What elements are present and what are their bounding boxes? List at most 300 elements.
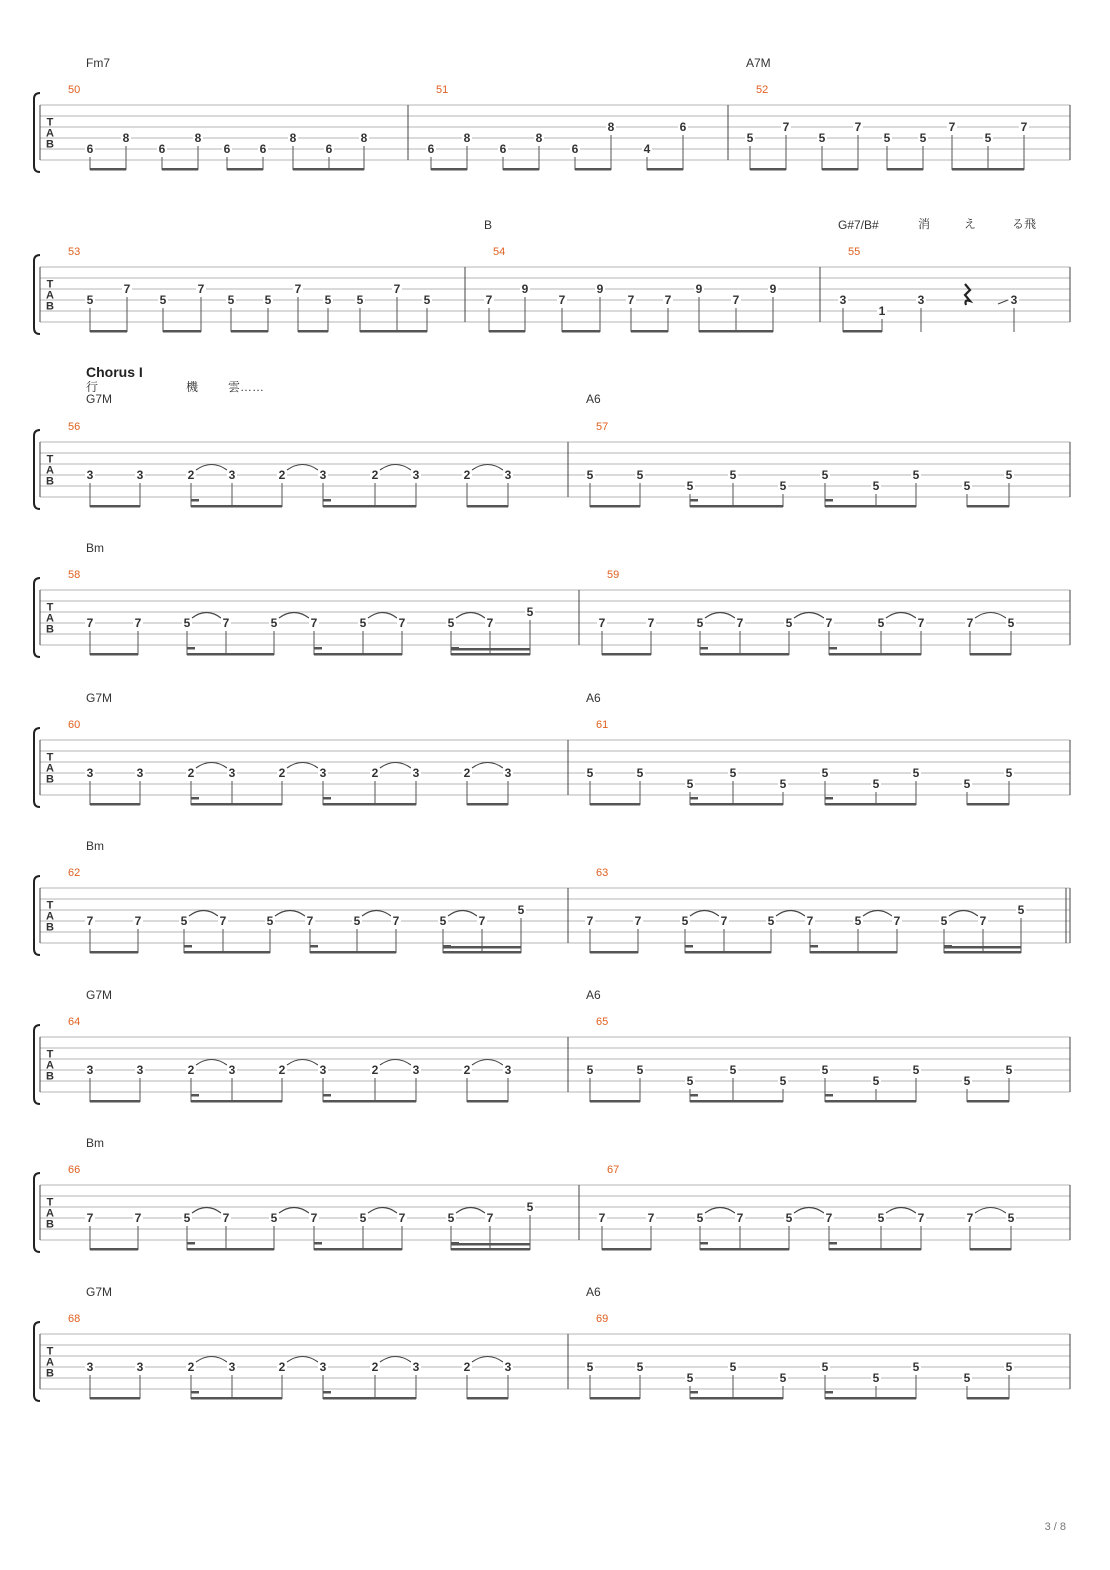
tab-note: 5 — [729, 1360, 737, 1374]
tab-note: 3 — [86, 766, 94, 780]
tab-note: 7 — [306, 914, 314, 928]
tab-clef-b: B — [46, 623, 54, 636]
tab-note: 9 — [521, 282, 529, 296]
tab-note: 5 — [586, 766, 594, 780]
tab-note: 2 — [463, 766, 471, 780]
chord-label: Bm — [86, 839, 104, 853]
beam-flag — [685, 945, 693, 948]
tab-note: 5 — [779, 1371, 787, 1385]
tab-note: 3 — [86, 1063, 94, 1077]
tie-arc — [794, 613, 824, 619]
tie-arc — [196, 763, 227, 769]
beam-flag — [191, 1391, 199, 1394]
tab-note: 5 — [696, 1211, 704, 1225]
beam — [431, 168, 467, 171]
beam-16th — [443, 946, 521, 949]
tab-note: 5 — [439, 914, 447, 928]
tab-note: 7 — [647, 1211, 655, 1225]
tab-note: 5 — [963, 777, 971, 791]
chord-label: A7M — [746, 56, 771, 70]
tie-arc — [886, 1208, 916, 1214]
beam-flag — [829, 1242, 837, 1245]
beam — [184, 951, 270, 954]
measure-number: 65 — [596, 1016, 609, 1028]
tie-arc — [287, 465, 318, 471]
tab-note: 5 — [517, 903, 525, 917]
beam — [231, 330, 268, 333]
tab-note: 7 — [966, 1211, 974, 1225]
beam-flag — [825, 1391, 833, 1394]
tab-note: 5 — [183, 1211, 191, 1225]
tab-note: 3 — [504, 1063, 512, 1077]
tab-clef-b: B — [46, 475, 54, 488]
beam — [970, 653, 1011, 656]
tab-note: 7 — [979, 914, 987, 928]
lyric-syllable: 雲…… — [228, 380, 265, 394]
tab-note: 7 — [736, 1211, 744, 1225]
system-bracket — [34, 255, 40, 334]
tab-clef-a: A — [46, 1207, 54, 1220]
tab-note: 5 — [729, 766, 737, 780]
beam — [467, 1100, 508, 1103]
beam — [323, 1397, 416, 1400]
beam — [887, 168, 923, 171]
beam — [323, 803, 416, 806]
tab-note: 5 — [854, 914, 862, 928]
tie-arc — [275, 911, 305, 917]
tie-arc — [368, 1208, 397, 1214]
tab-note: 5 — [356, 293, 364, 307]
beam — [191, 1100, 282, 1103]
tab-note: 2 — [187, 766, 195, 780]
tab-clef-t: T — [46, 601, 54, 614]
tab-system — [34, 56, 1070, 172]
tie-arc — [380, 763, 411, 769]
tab-clef-b: B — [46, 138, 54, 151]
tab-note: 3 — [412, 766, 420, 780]
beam — [700, 653, 789, 656]
beam — [90, 1100, 140, 1103]
tab-note: 5 — [877, 616, 885, 630]
tab-note: 6 — [259, 142, 267, 156]
beam-flag — [690, 797, 698, 800]
tab-note: 7 — [398, 1211, 406, 1225]
tab-note: 5 — [821, 766, 829, 780]
tab-note: 8 — [535, 131, 543, 145]
tab-note: 3 — [228, 1360, 236, 1374]
lyric-syllable: え — [964, 217, 977, 231]
tab-note: 5 — [984, 131, 992, 145]
tab-note: 2 — [371, 1360, 379, 1374]
tab-note: 2 — [463, 1360, 471, 1374]
beam — [310, 951, 396, 954]
tab-note: 5 — [264, 293, 272, 307]
tab-note: 3 — [917, 293, 925, 307]
beam — [700, 1248, 789, 1251]
beam — [590, 803, 640, 806]
tie-arc — [690, 911, 719, 917]
tie-arc — [886, 613, 916, 619]
tie-arc — [472, 763, 503, 769]
tab-note: 2 — [371, 766, 379, 780]
tab-clef-t: T — [46, 453, 54, 466]
beam — [90, 330, 127, 333]
measure-number: 62 — [68, 867, 81, 879]
tab-note: 7 — [664, 293, 672, 307]
tab-note: 7 — [123, 282, 131, 296]
beam — [944, 951, 1021, 954]
tab-note: 5 — [636, 468, 644, 482]
system-bracket — [34, 1173, 40, 1252]
tab-note: 5 — [1005, 1360, 1013, 1374]
beam — [829, 1248, 921, 1251]
beam-flag — [323, 1391, 331, 1394]
chord-label: Bm — [86, 541, 104, 555]
tab-note: 5 — [586, 1360, 594, 1374]
tab-note: 5 — [526, 1200, 534, 1214]
tab-note: 6 — [679, 120, 687, 134]
tab-note: 5 — [779, 1074, 787, 1088]
beam — [90, 803, 140, 806]
tab-note: 3 — [136, 1063, 144, 1077]
measure-number: 52 — [756, 84, 769, 96]
beam-flag — [690, 1094, 698, 1097]
tab-note: 2 — [187, 1360, 195, 1374]
tie-arc — [287, 1357, 318, 1363]
tab-note: 5 — [963, 479, 971, 493]
tie-arc — [794, 1208, 824, 1214]
tab-note: 3 — [504, 468, 512, 482]
tab-note: 6 — [223, 142, 231, 156]
chord-label: A6 — [586, 691, 601, 705]
tie-arc — [472, 1060, 503, 1066]
tab-note: 3 — [319, 1063, 327, 1077]
tab-note: 6 — [158, 142, 166, 156]
tab-note: 5 — [270, 1211, 278, 1225]
beam — [590, 505, 640, 508]
tab-system — [34, 988, 1070, 1104]
beam — [451, 1248, 530, 1251]
tab-note: 3 — [839, 293, 847, 307]
beam-flag — [187, 1242, 195, 1245]
tab-note: 6 — [325, 142, 333, 156]
tie-arc — [472, 1357, 503, 1363]
measure-number: 56 — [68, 421, 81, 433]
tab-note: 3 — [412, 468, 420, 482]
chord-label: G7M — [86, 691, 113, 705]
tab-note: 5 — [940, 914, 948, 928]
tab-note: 7 — [310, 616, 318, 630]
chord-label: B — [484, 218, 493, 232]
tab-note: 9 — [596, 282, 604, 296]
tab-note: 3 — [504, 766, 512, 780]
tab-note: 3 — [1010, 293, 1018, 307]
tab-note: 7 — [598, 616, 606, 630]
beam — [690, 505, 783, 508]
tab-note: 5 — [779, 777, 787, 791]
page-number: 3 / 8 — [1044, 1521, 1066, 1533]
tab-note: 3 — [504, 1360, 512, 1374]
measure-number: 55 — [848, 246, 861, 258]
tab-note: 2 — [187, 1063, 195, 1077]
tab-note: 5 — [963, 1371, 971, 1385]
measure-number: 50 — [68, 84, 81, 96]
tab-note: 7 — [732, 293, 740, 307]
tab-system — [34, 541, 1070, 657]
beam — [843, 330, 882, 333]
tie-arc — [975, 613, 1006, 619]
tab-note: 5 — [1005, 1063, 1013, 1077]
tab-note: 2 — [371, 468, 379, 482]
tab-clef-t: T — [46, 1196, 54, 1209]
beam-flag — [191, 1094, 199, 1097]
lyric-syllable: る飛 — [1012, 217, 1037, 231]
tab-note: 7 — [222, 1211, 230, 1225]
beam-flag — [184, 945, 192, 948]
chord-label: A6 — [586, 988, 601, 1002]
beam-16th — [451, 1243, 530, 1246]
beam — [967, 505, 1009, 508]
beam — [191, 1397, 282, 1400]
beam — [298, 330, 328, 333]
tab-clef-a: A — [46, 910, 54, 923]
tab-note: 7 — [948, 120, 956, 134]
tab-note: 5 — [183, 616, 191, 630]
lyric-syllable: 機 — [186, 380, 199, 394]
system-bracket — [34, 430, 40, 509]
beam — [967, 803, 1009, 806]
tab-note: 7 — [134, 616, 142, 630]
beam-flag — [700, 647, 708, 650]
tie-arc — [863, 911, 892, 917]
tie-arc — [456, 1208, 485, 1214]
beam — [187, 1248, 274, 1251]
tie-arc — [196, 1357, 227, 1363]
beam — [825, 1397, 916, 1400]
beam — [825, 803, 916, 806]
beam — [191, 803, 282, 806]
tab-note: 6 — [427, 142, 435, 156]
beam-flag — [825, 1094, 833, 1097]
tab-note: 7 — [219, 914, 227, 928]
tab-note: 5 — [785, 1211, 793, 1225]
tab-note: 7 — [134, 914, 142, 928]
tab-clef-t: T — [46, 751, 54, 764]
beam-flag — [323, 499, 331, 502]
tab-note: 7 — [558, 293, 566, 307]
tab-note: 5 — [1005, 468, 1013, 482]
tab-system — [34, 1285, 1070, 1401]
measure-number: 68 — [68, 1313, 81, 1325]
beam — [750, 168, 786, 171]
tab-note: 7 — [627, 293, 635, 307]
tab-note: 3 — [319, 468, 327, 482]
beam-flag — [810, 945, 818, 948]
tab-note: 7 — [197, 282, 205, 296]
tab-note: 8 — [194, 131, 202, 145]
tab-clef-b: B — [46, 1367, 54, 1380]
tab-note: 3 — [319, 1360, 327, 1374]
beam-flag — [690, 1391, 698, 1394]
beam — [690, 1100, 783, 1103]
beam — [562, 330, 600, 333]
tab-note: 3 — [228, 468, 236, 482]
measure-number: 63 — [596, 867, 609, 879]
beam — [163, 330, 201, 333]
tab-note: 9 — [769, 282, 777, 296]
tab-note: 5 — [767, 914, 775, 928]
tab-note: 5 — [86, 293, 94, 307]
beam — [590, 951, 638, 954]
beam-flag — [310, 945, 318, 948]
beam-16th — [944, 946, 1021, 949]
tab-note: 5 — [266, 914, 274, 928]
beam-flag — [187, 647, 195, 650]
tab-note: 3 — [136, 766, 144, 780]
beam — [162, 168, 198, 171]
measure-number: 61 — [596, 719, 609, 731]
tab-system — [34, 691, 1070, 807]
beam-flag — [825, 499, 833, 502]
tab-note: 5 — [359, 1211, 367, 1225]
beam — [293, 168, 364, 171]
tie-arc — [705, 1208, 735, 1214]
tab-note: 7 — [736, 616, 744, 630]
beam — [590, 1100, 640, 1103]
chord-label: G7M — [86, 1285, 113, 1299]
tab-system — [34, 364, 1070, 509]
lyric-syllable: 行 — [86, 380, 99, 394]
tie-arc — [776, 911, 805, 917]
beam — [822, 168, 858, 171]
tab-note: 7 — [647, 616, 655, 630]
beam — [323, 1100, 416, 1103]
beam — [90, 1397, 140, 1400]
chord-label: A6 — [586, 392, 601, 406]
tab-note: 5 — [883, 131, 891, 145]
tie-arc — [196, 465, 227, 471]
tab-note: 2 — [187, 468, 195, 482]
tie-arc — [196, 1060, 227, 1066]
tab-note: 5 — [1005, 766, 1013, 780]
tab-note: 5 — [919, 131, 927, 145]
tab-note: 7 — [966, 616, 974, 630]
tab-note: 7 — [854, 120, 862, 134]
measure-number: 67 — [607, 1164, 620, 1176]
tab-note: 7 — [86, 914, 94, 928]
tab-note: 7 — [893, 914, 901, 928]
tab-note: 2 — [371, 1063, 379, 1077]
tab-note: 5 — [586, 468, 594, 482]
tab-note: 5 — [681, 914, 689, 928]
tab-note: 4 — [643, 142, 651, 156]
tab-note: 2 — [278, 468, 286, 482]
tab-note: 5 — [912, 1360, 920, 1374]
beam — [590, 1397, 640, 1400]
tab-note: 7 — [398, 616, 406, 630]
tie-arc — [287, 1060, 318, 1066]
beam — [825, 505, 916, 508]
chord-label: G#7/B# — [838, 218, 879, 232]
tab-note: 2 — [463, 1063, 471, 1077]
tab-note: 7 — [486, 1211, 494, 1225]
tab-note: 8 — [122, 131, 130, 145]
measure-number: 66 — [68, 1164, 81, 1176]
tab-clef-b: B — [46, 773, 54, 786]
tab-note: 5 — [912, 1063, 920, 1077]
tie-arc — [380, 1357, 411, 1363]
tab-note: 5 — [359, 616, 367, 630]
lyric-syllable: 消 — [918, 217, 931, 231]
quarter-rest-icon — [965, 284, 970, 305]
tab-note: 5 — [686, 1074, 694, 1088]
tab-note: 3 — [228, 1063, 236, 1077]
tab-note: 6 — [571, 142, 579, 156]
measure-number: 57 — [596, 421, 609, 433]
tab-clef-a: A — [46, 464, 54, 477]
tab-note: 1 — [878, 304, 886, 318]
tie-arc — [472, 465, 503, 471]
chord-label: G7M — [86, 392, 113, 406]
tie-arc — [380, 1060, 411, 1066]
tab-note: 7 — [586, 914, 594, 928]
beam-flag — [825, 797, 833, 800]
chord-label: G7M — [86, 988, 113, 1002]
system-bracket — [34, 1025, 40, 1104]
tab-note: 5 — [423, 293, 431, 307]
tab-note: 5 — [227, 293, 235, 307]
tab-note: 7 — [485, 293, 493, 307]
chord-label: Bm — [86, 1136, 104, 1150]
tab-clef-a: A — [46, 1059, 54, 1072]
tab-note: 3 — [319, 766, 327, 780]
beam-flag — [314, 647, 322, 650]
tab-clef-b: B — [46, 921, 54, 934]
tab-clef-t: T — [46, 1345, 54, 1358]
tab-clef-b: B — [46, 1070, 54, 1083]
beam — [602, 653, 651, 656]
tie-arc — [279, 1208, 309, 1214]
beam — [314, 653, 402, 656]
tab-note: 5 — [1007, 616, 1015, 630]
tie-arc — [279, 613, 309, 619]
beam — [503, 168, 539, 171]
tie-arc — [705, 613, 735, 619]
tab-note: 6 — [499, 142, 507, 156]
system-bracket — [34, 728, 40, 807]
tab-note: 7 — [825, 1211, 833, 1225]
beam — [323, 505, 416, 508]
beam — [360, 330, 427, 333]
tab-note: 5 — [872, 777, 880, 791]
tab-note: 5 — [785, 616, 793, 630]
tab-note: 5 — [872, 1074, 880, 1088]
beam — [90, 951, 138, 954]
tab-note: 5 — [586, 1063, 594, 1077]
tab-note: 5 — [526, 605, 534, 619]
slide-mark — [998, 300, 1008, 304]
section-title: Chorus I — [86, 364, 143, 380]
beam-flag — [191, 499, 199, 502]
beam — [602, 1248, 651, 1251]
tab-note: 5 — [746, 131, 754, 145]
tab-note: 7 — [86, 616, 94, 630]
tie-arc — [192, 613, 221, 619]
beam — [970, 1248, 1011, 1251]
tab-note: 3 — [136, 468, 144, 482]
beam — [690, 1397, 783, 1400]
tab-note: 5 — [1017, 903, 1025, 917]
